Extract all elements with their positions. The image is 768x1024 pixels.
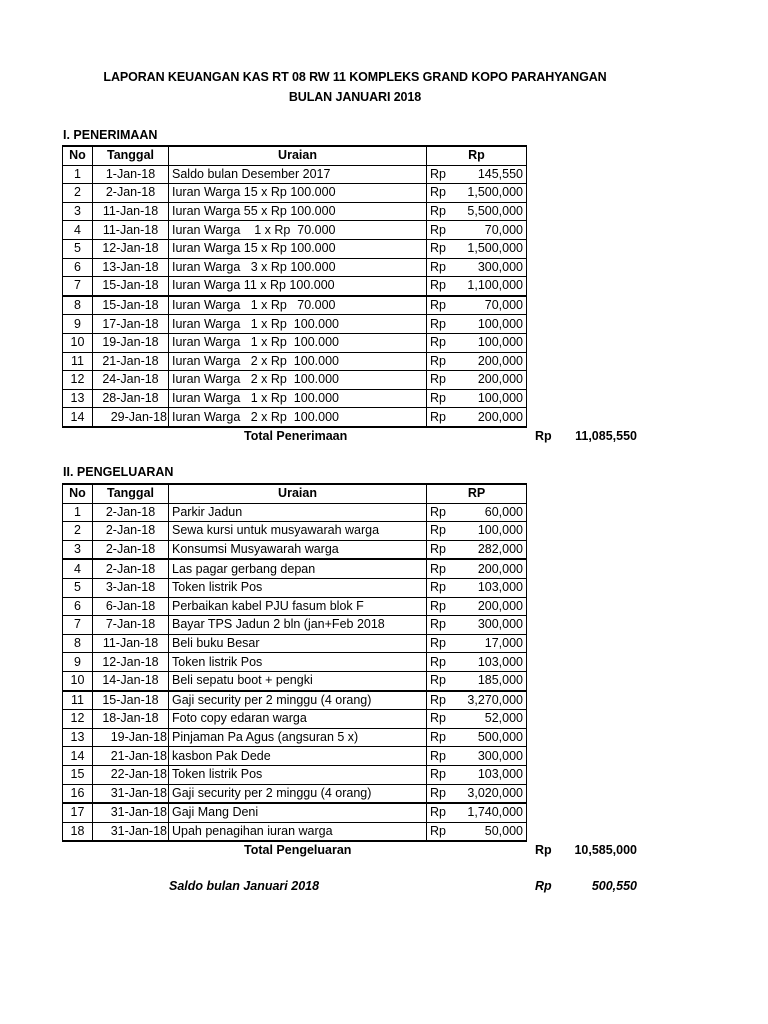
row-amount: 103,000 bbox=[453, 765, 527, 784]
row-currency: Rp bbox=[427, 803, 453, 822]
row-amount: 1,100,000 bbox=[453, 277, 527, 296]
row-amount: 52,000 bbox=[453, 710, 527, 729]
table-row bbox=[63, 522, 527, 541]
row-description: Iuran Warga 3 x Rp 100.000 bbox=[169, 258, 427, 277]
row-amount: 3,020,000 bbox=[453, 784, 527, 803]
row-currency: Rp bbox=[427, 710, 453, 729]
row-amount: 1,500,000 bbox=[453, 184, 527, 203]
row-amount: 300,000 bbox=[453, 747, 527, 766]
total-penerimaan-label: Total Penerimaan bbox=[244, 429, 348, 443]
row-amount: 70,000 bbox=[453, 221, 527, 240]
table-row bbox=[63, 616, 527, 635]
row-amount: 60,000 bbox=[453, 503, 527, 522]
row-amount: 145,550 bbox=[453, 165, 527, 184]
row-number: 2 bbox=[63, 522, 93, 541]
table-row bbox=[63, 165, 527, 184]
row-date: 15-Jan-18 bbox=[93, 296, 169, 315]
row-currency: Rp bbox=[427, 503, 453, 522]
column-header-tanggal: Tanggal bbox=[93, 146, 169, 165]
row-amount: 100,000 bbox=[453, 315, 527, 334]
row-description: Iuran Warga 2 x Rp 100.000 bbox=[169, 408, 427, 427]
table-header-row bbox=[63, 146, 527, 165]
row-number: 3 bbox=[63, 202, 93, 221]
table-row bbox=[63, 296, 527, 315]
row-amount: 300,000 bbox=[453, 258, 527, 277]
row-date: 2-Jan-18 bbox=[93, 522, 169, 541]
row-number: 16 bbox=[63, 784, 93, 803]
column-header-rp: RP bbox=[427, 484, 527, 503]
row-number: 17 bbox=[63, 803, 93, 822]
row-date: 12-Jan-18 bbox=[93, 653, 169, 672]
table-header-row bbox=[63, 484, 527, 503]
total-pengeluaran-value: 10,585,000 bbox=[574, 843, 637, 857]
table-row bbox=[63, 277, 527, 296]
table-row bbox=[63, 578, 527, 597]
row-number: 9 bbox=[63, 653, 93, 672]
row-date: 13-Jan-18 bbox=[93, 258, 169, 277]
row-date: 21-Jan-18 bbox=[93, 352, 169, 371]
row-number: 8 bbox=[63, 296, 93, 315]
row-description: Iuran Warga 1 x Rp 70.000 bbox=[169, 221, 427, 240]
row-date: 17-Jan-18 bbox=[93, 315, 169, 334]
table-row bbox=[63, 691, 527, 710]
row-description: Parkir Jadun bbox=[169, 503, 427, 522]
row-description: Perbaikan kabel PJU fasum blok F bbox=[169, 597, 427, 616]
row-amount: 500,000 bbox=[453, 728, 527, 747]
total-pengeluaran-label: Total Pengeluaran bbox=[244, 843, 352, 857]
row-description: Gaji security per 2 minggu (4 orang) bbox=[169, 691, 427, 710]
row-currency: Rp bbox=[427, 522, 453, 541]
row-number: 10 bbox=[63, 671, 93, 690]
row-description: Iuran Warga 11 x Rp 100.000 bbox=[169, 277, 427, 296]
row-amount: 3,270,000 bbox=[453, 691, 527, 710]
saldo-label: Saldo bulan Januari 2018 bbox=[169, 879, 320, 893]
row-currency: Rp bbox=[427, 765, 453, 784]
row-number: 5 bbox=[63, 239, 93, 258]
row-currency: Rp bbox=[427, 653, 453, 672]
row-currency: Rp bbox=[427, 315, 453, 334]
report-title: LAPORAN KEUANGAN KAS RT 08 RW 11 KOMPLEKS GRAND KOPO PARAHYANGAN bbox=[103, 70, 607, 84]
row-date: 6-Jan-18 bbox=[93, 597, 169, 616]
row-date: 11-Jan-18 bbox=[93, 202, 169, 221]
table-row bbox=[63, 221, 527, 240]
row-currency: Rp bbox=[427, 371, 453, 390]
row-amount: 200,000 bbox=[453, 559, 527, 578]
row-amount: 200,000 bbox=[453, 371, 527, 390]
row-number: 5 bbox=[63, 578, 93, 597]
row-description: Iuran Warga 15 x Rp 100.000 bbox=[169, 239, 427, 258]
row-currency: Rp bbox=[427, 559, 453, 578]
table-row bbox=[63, 803, 527, 822]
row-number: 7 bbox=[63, 277, 93, 296]
table-row bbox=[63, 184, 527, 203]
row-date: 19-Jan-18 bbox=[93, 333, 169, 352]
table-row bbox=[63, 710, 527, 729]
row-date: 12-Jan-18 bbox=[93, 239, 169, 258]
table-row bbox=[63, 239, 527, 258]
table-row bbox=[63, 408, 527, 427]
pengeluaran-table bbox=[62, 483, 527, 842]
row-amount: 200,000 bbox=[453, 597, 527, 616]
row-description: Pinjaman Pa Agus (angsuran 5 x) bbox=[169, 728, 427, 747]
row-amount: 5,500,000 bbox=[453, 202, 527, 221]
report-subtitle: BULAN JANUARI 2018 bbox=[288, 90, 422, 104]
table-row bbox=[63, 765, 527, 784]
row-number: 1 bbox=[63, 503, 93, 522]
row-currency: Rp bbox=[427, 389, 453, 408]
row-number: 18 bbox=[63, 822, 93, 841]
table-row bbox=[63, 728, 527, 747]
column-header-uraian: Uraian bbox=[169, 146, 427, 165]
row-date: 24-Jan-18 bbox=[93, 371, 169, 390]
table-row bbox=[63, 634, 527, 653]
row-date: 2-Jan-18 bbox=[93, 559, 169, 578]
row-currency: Rp bbox=[427, 691, 453, 710]
row-date: 11-Jan-18 bbox=[93, 634, 169, 653]
row-date: 29-Jan-18 bbox=[93, 408, 169, 427]
row-amount: 17,000 bbox=[453, 634, 527, 653]
row-date: 7-Jan-18 bbox=[93, 616, 169, 635]
row-description: Saldo bulan Desember 2017 bbox=[169, 165, 427, 184]
row-date: 14-Jan-18 bbox=[93, 671, 169, 690]
table-row bbox=[63, 653, 527, 672]
row-currency: Rp bbox=[427, 540, 453, 559]
row-date: 1-Jan-18 bbox=[93, 165, 169, 184]
row-description: Gaji security per 2 minggu (4 orang) bbox=[169, 784, 427, 803]
row-number: 4 bbox=[63, 221, 93, 240]
row-description: Token listrik Pos bbox=[169, 653, 427, 672]
table-row bbox=[63, 671, 527, 690]
row-date: 22-Jan-18 bbox=[93, 765, 169, 784]
row-date: 18-Jan-18 bbox=[93, 710, 169, 729]
row-currency: Rp bbox=[427, 221, 453, 240]
saldo-currency: Rp bbox=[535, 879, 552, 893]
row-number: 13 bbox=[63, 389, 93, 408]
row-number: 6 bbox=[63, 258, 93, 277]
column-header-uraian: Uraian bbox=[169, 484, 427, 503]
table-row bbox=[63, 597, 527, 616]
table-row bbox=[63, 747, 527, 766]
table-row bbox=[63, 258, 527, 277]
row-date: 3-Jan-18 bbox=[93, 578, 169, 597]
total-pengeluaran-currency: Rp bbox=[535, 843, 552, 857]
row-currency: Rp bbox=[427, 597, 453, 616]
row-number: 12 bbox=[63, 710, 93, 729]
row-currency: Rp bbox=[427, 202, 453, 221]
row-description: Konsumsi Musyawarah warga bbox=[169, 540, 427, 559]
penerimaan-rows bbox=[63, 165, 527, 427]
row-number: 2 bbox=[63, 184, 93, 203]
row-description: Beli buku Besar bbox=[169, 634, 427, 653]
row-date: 15-Jan-18 bbox=[93, 277, 169, 296]
row-date: 2-Jan-18 bbox=[93, 184, 169, 203]
row-currency: Rp bbox=[427, 822, 453, 841]
row-currency: Rp bbox=[427, 239, 453, 258]
table-row bbox=[63, 822, 527, 841]
row-amount: 70,000 bbox=[453, 296, 527, 315]
row-currency: Rp bbox=[427, 165, 453, 184]
row-currency: Rp bbox=[427, 784, 453, 803]
row-amount: 1,500,000 bbox=[453, 239, 527, 258]
row-number: 7 bbox=[63, 616, 93, 635]
row-date: 31-Jan-18 bbox=[93, 784, 169, 803]
row-number: 15 bbox=[63, 765, 93, 784]
table-row bbox=[63, 371, 527, 390]
table-row bbox=[63, 202, 527, 221]
row-amount: 200,000 bbox=[453, 352, 527, 371]
row-description: Iuran Warga 55 x Rp 100.000 bbox=[169, 202, 427, 221]
column-header-no: No bbox=[63, 146, 93, 165]
row-description: Foto copy edaran warga bbox=[169, 710, 427, 729]
row-number: 13 bbox=[63, 728, 93, 747]
row-date: 31-Jan-18 bbox=[93, 822, 169, 841]
row-description: Beli sepatu boot + pengki bbox=[169, 671, 427, 690]
row-amount: 282,000 bbox=[453, 540, 527, 559]
pengeluaran-rows bbox=[63, 503, 527, 841]
row-number: 11 bbox=[63, 352, 93, 371]
row-number: 12 bbox=[63, 371, 93, 390]
row-currency: Rp bbox=[427, 728, 453, 747]
row-description: Las pagar gerbang depan bbox=[169, 559, 427, 578]
table-row bbox=[63, 784, 527, 803]
row-amount: 103,000 bbox=[453, 578, 527, 597]
row-number: 6 bbox=[63, 597, 93, 616]
row-date: 2-Jan-18 bbox=[93, 540, 169, 559]
row-amount: 103,000 bbox=[453, 653, 527, 672]
row-currency: Rp bbox=[427, 634, 453, 653]
row-currency: Rp bbox=[427, 258, 453, 277]
row-description: Iuran Warga 1 x Rp 100.000 bbox=[169, 333, 427, 352]
row-number: 10 bbox=[63, 333, 93, 352]
row-currency: Rp bbox=[427, 408, 453, 427]
row-description: Iuran Warga 2 x Rp 100.000 bbox=[169, 352, 427, 371]
row-currency: Rp bbox=[427, 296, 453, 315]
row-number: 14 bbox=[63, 747, 93, 766]
row-amount: 100,000 bbox=[453, 522, 527, 541]
row-amount: 1,740,000 bbox=[453, 803, 527, 822]
row-number: 4 bbox=[63, 559, 93, 578]
row-currency: Rp bbox=[427, 747, 453, 766]
table-row bbox=[63, 540, 527, 559]
row-currency: Rp bbox=[427, 616, 453, 635]
row-currency: Rp bbox=[427, 671, 453, 690]
row-currency: Rp bbox=[427, 578, 453, 597]
row-amount: 200,000 bbox=[453, 408, 527, 427]
penerimaan-section-label: I. PENERIMAAN bbox=[63, 128, 158, 142]
row-date: 2-Jan-18 bbox=[93, 503, 169, 522]
row-date: 15-Jan-18 bbox=[93, 691, 169, 710]
row-currency: Rp bbox=[427, 184, 453, 203]
row-amount: 185,000 bbox=[453, 671, 527, 690]
row-date: 31-Jan-18 bbox=[93, 803, 169, 822]
total-penerimaan-value: 11,085,550 bbox=[575, 429, 637, 443]
row-description: Sewa kursi untuk musyawarah warga bbox=[169, 522, 427, 541]
row-amount: 300,000 bbox=[453, 616, 527, 635]
table-row bbox=[63, 503, 527, 522]
row-amount: 50,000 bbox=[453, 822, 527, 841]
row-number: 8 bbox=[63, 634, 93, 653]
row-number: 11 bbox=[63, 691, 93, 710]
penerimaan-table bbox=[62, 145, 527, 428]
table-row bbox=[63, 389, 527, 408]
row-description: Token listrik Pos bbox=[169, 578, 427, 597]
column-header-rp: Rp bbox=[427, 146, 527, 165]
row-description: Iuran Warga 2 x Rp 100.000 bbox=[169, 371, 427, 390]
row-currency: Rp bbox=[427, 352, 453, 371]
row-number: 14 bbox=[63, 408, 93, 427]
row-currency: Rp bbox=[427, 333, 453, 352]
row-description: Iuran Warga 1 x Rp 100.000 bbox=[169, 315, 427, 334]
pengeluaran-section-label: II. PENGELUARAN bbox=[63, 465, 174, 479]
row-currency: Rp bbox=[427, 277, 453, 296]
row-amount: 100,000 bbox=[453, 389, 527, 408]
row-date: 21-Jan-18 bbox=[93, 747, 169, 766]
row-date: 11-Jan-18 bbox=[93, 221, 169, 240]
row-amount: 100,000 bbox=[453, 333, 527, 352]
row-description: Bayar TPS Jadun 2 bln (jan+Feb 2018 bbox=[169, 616, 427, 635]
row-description: Iuran Warga 15 x Rp 100.000 bbox=[169, 184, 427, 203]
row-date: 28-Jan-18 bbox=[93, 389, 169, 408]
row-number: 3 bbox=[63, 540, 93, 559]
row-number: 9 bbox=[63, 315, 93, 334]
saldo-value: 500,550 bbox=[591, 879, 637, 893]
row-description: Token listrik Pos bbox=[169, 765, 427, 784]
row-description: Iuran Warga 1 x Rp 100.000 bbox=[169, 389, 427, 408]
table-row bbox=[63, 352, 527, 371]
row-description: Iuran Warga 1 x Rp 70.000 bbox=[169, 296, 427, 315]
total-penerimaan-currency: Rp bbox=[535, 429, 552, 443]
row-number: 1 bbox=[63, 165, 93, 184]
row-description: kasbon Pak Dede bbox=[169, 747, 427, 766]
table-row bbox=[63, 333, 527, 352]
column-header-no: No bbox=[63, 484, 93, 503]
table-row bbox=[63, 315, 527, 334]
row-description: Upah penagihan iuran warga bbox=[169, 822, 427, 841]
row-description: Gaji Mang Deni bbox=[169, 803, 427, 822]
column-header-tanggal: Tanggal bbox=[93, 484, 169, 503]
table-row bbox=[63, 559, 527, 578]
row-date: 19-Jan-18 bbox=[93, 728, 169, 747]
